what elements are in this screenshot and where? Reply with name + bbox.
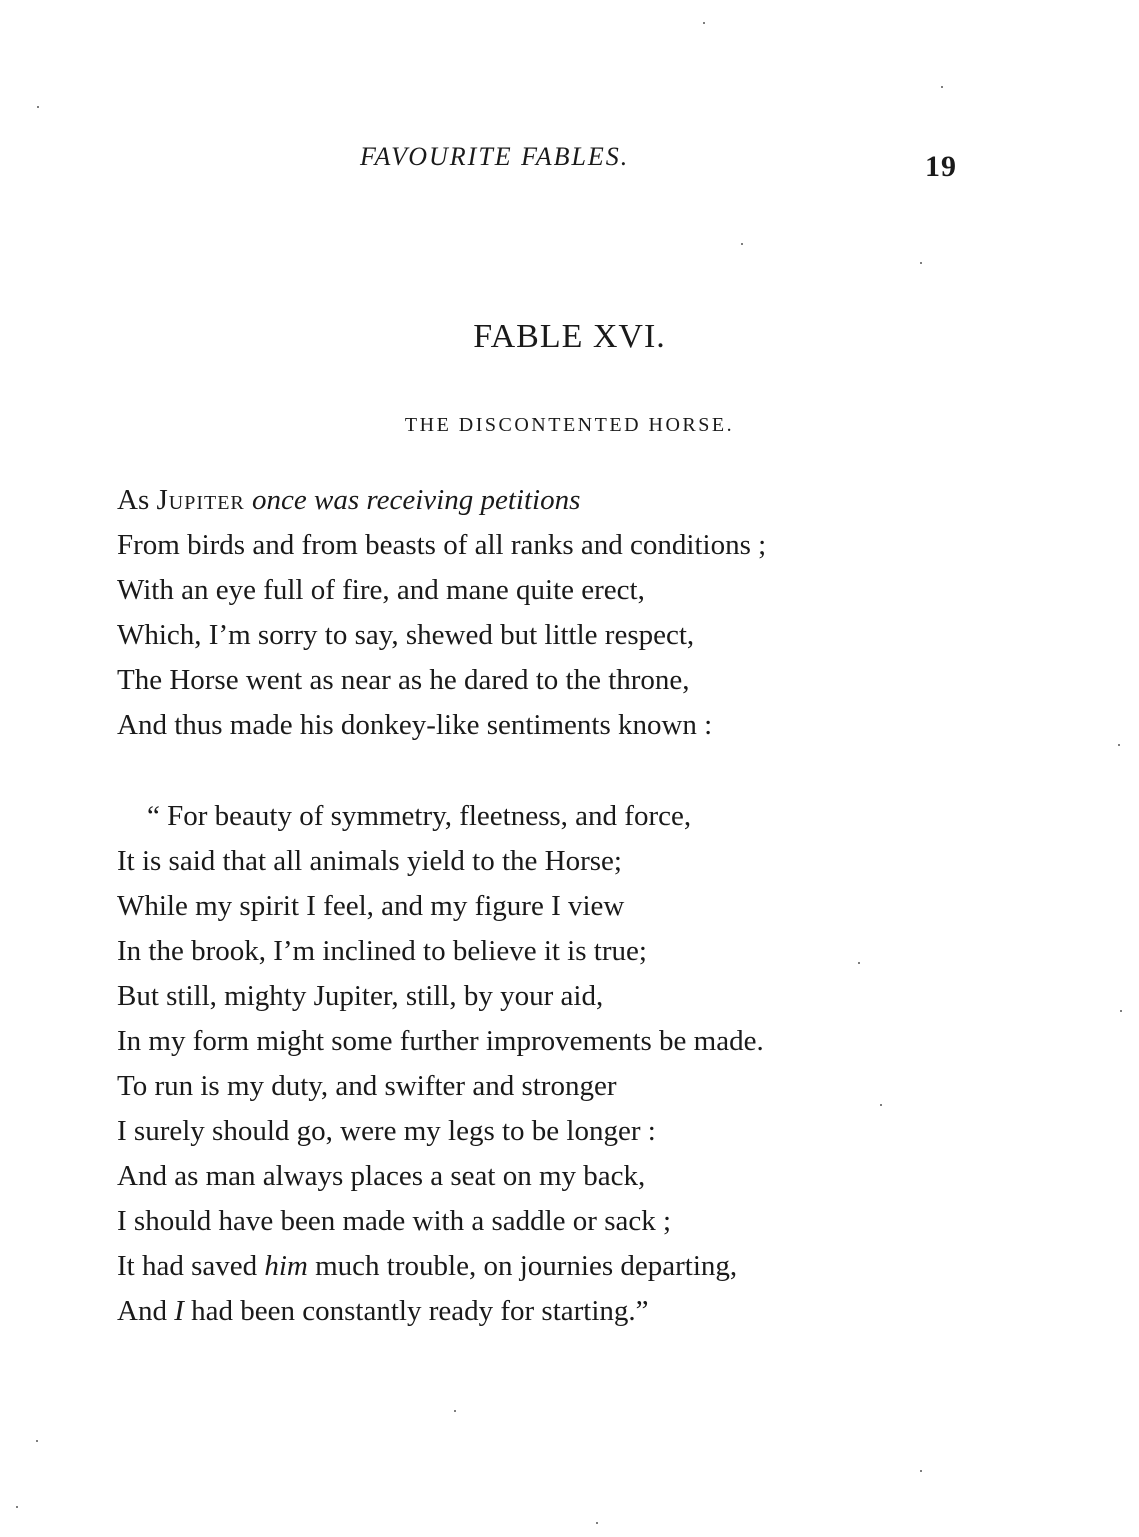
fable-title: THE DISCONTENTED HORSE. xyxy=(404,414,735,436)
verse-line: And as man always places a seat on my back, xyxy=(117,1160,646,1192)
verse-line: Which, I’m sorry to say, shewed but little respect, xyxy=(117,619,695,651)
scan-speck xyxy=(1118,744,1120,746)
verse-line: With an eye full of fire, and mane quite erect, xyxy=(117,574,645,606)
verse-line: It is said that all animals yield to the Horse; xyxy=(117,845,622,877)
scan-speck xyxy=(1120,1010,1122,1012)
scan-speck xyxy=(741,243,743,245)
verse-line xyxy=(117,1289,1097,1334)
verse-text: As xyxy=(117,484,157,516)
verse-line: In the brook, I’m inclined to believe it is true; xyxy=(117,935,647,967)
scan-speck xyxy=(37,106,39,108)
scan-speck xyxy=(941,86,943,88)
verse-line: I should have been made with a saddle or sack ; xyxy=(117,1205,672,1237)
verse-text: It had saved xyxy=(117,1250,265,1282)
fable-number-text: FABLE XVI. xyxy=(473,318,666,355)
verse-line: I surely should go, were my legs to be longer : xyxy=(117,1115,656,1147)
verse-text: And xyxy=(117,1295,175,1327)
scan-speck xyxy=(703,22,705,24)
verse-line xyxy=(117,478,1097,523)
stanza-2 xyxy=(117,794,1097,1334)
verse-line: In my form might some further improvements be made. xyxy=(117,1025,764,1057)
verse-line xyxy=(117,1244,1097,1289)
page-number: 19 xyxy=(925,150,957,183)
verse-name-jupiter: Jupiter xyxy=(156,484,245,516)
verse-line: From birds and from beasts of all ranks and conditions ; xyxy=(117,529,767,561)
running-head xyxy=(0,142,1139,182)
verse-italic-text: I xyxy=(174,1295,184,1327)
scan-speck xyxy=(920,1470,922,1472)
verse-line: While my spirit I feel, and my figure I view xyxy=(117,890,625,922)
scan-speck xyxy=(920,262,922,264)
verse-line: The Horse went as near as he dared to the throne, xyxy=(117,664,690,696)
running-title: FAVOURITE FABLES. xyxy=(360,142,630,171)
verse-italic-text: him xyxy=(264,1250,308,1282)
scan-speck xyxy=(36,1440,38,1442)
verse-text: had been constantly ready for starting.” xyxy=(183,1295,649,1327)
verse-line: To run is my duty, and swifter and stronger xyxy=(117,1070,617,1102)
verse-italic-text: once was receiving petitions xyxy=(244,484,581,516)
verse-text: much trouble, on journies departing, xyxy=(307,1250,738,1282)
stanza-1 xyxy=(117,478,1097,748)
verse-line: And thus made his donkey-like sentiments known : xyxy=(117,709,713,741)
scan-speck xyxy=(454,1410,456,1412)
scan-speck xyxy=(858,962,860,964)
scan-speck xyxy=(596,1522,598,1524)
scan-speck xyxy=(880,1104,882,1106)
verse-line: But still, mighty Jupiter, still, by your aid, xyxy=(117,980,604,1012)
scan-speck xyxy=(16,1506,18,1508)
fable-number xyxy=(0,318,1139,356)
verse-line: “ For beauty of symmetry, fleetness, and force, xyxy=(147,800,692,832)
